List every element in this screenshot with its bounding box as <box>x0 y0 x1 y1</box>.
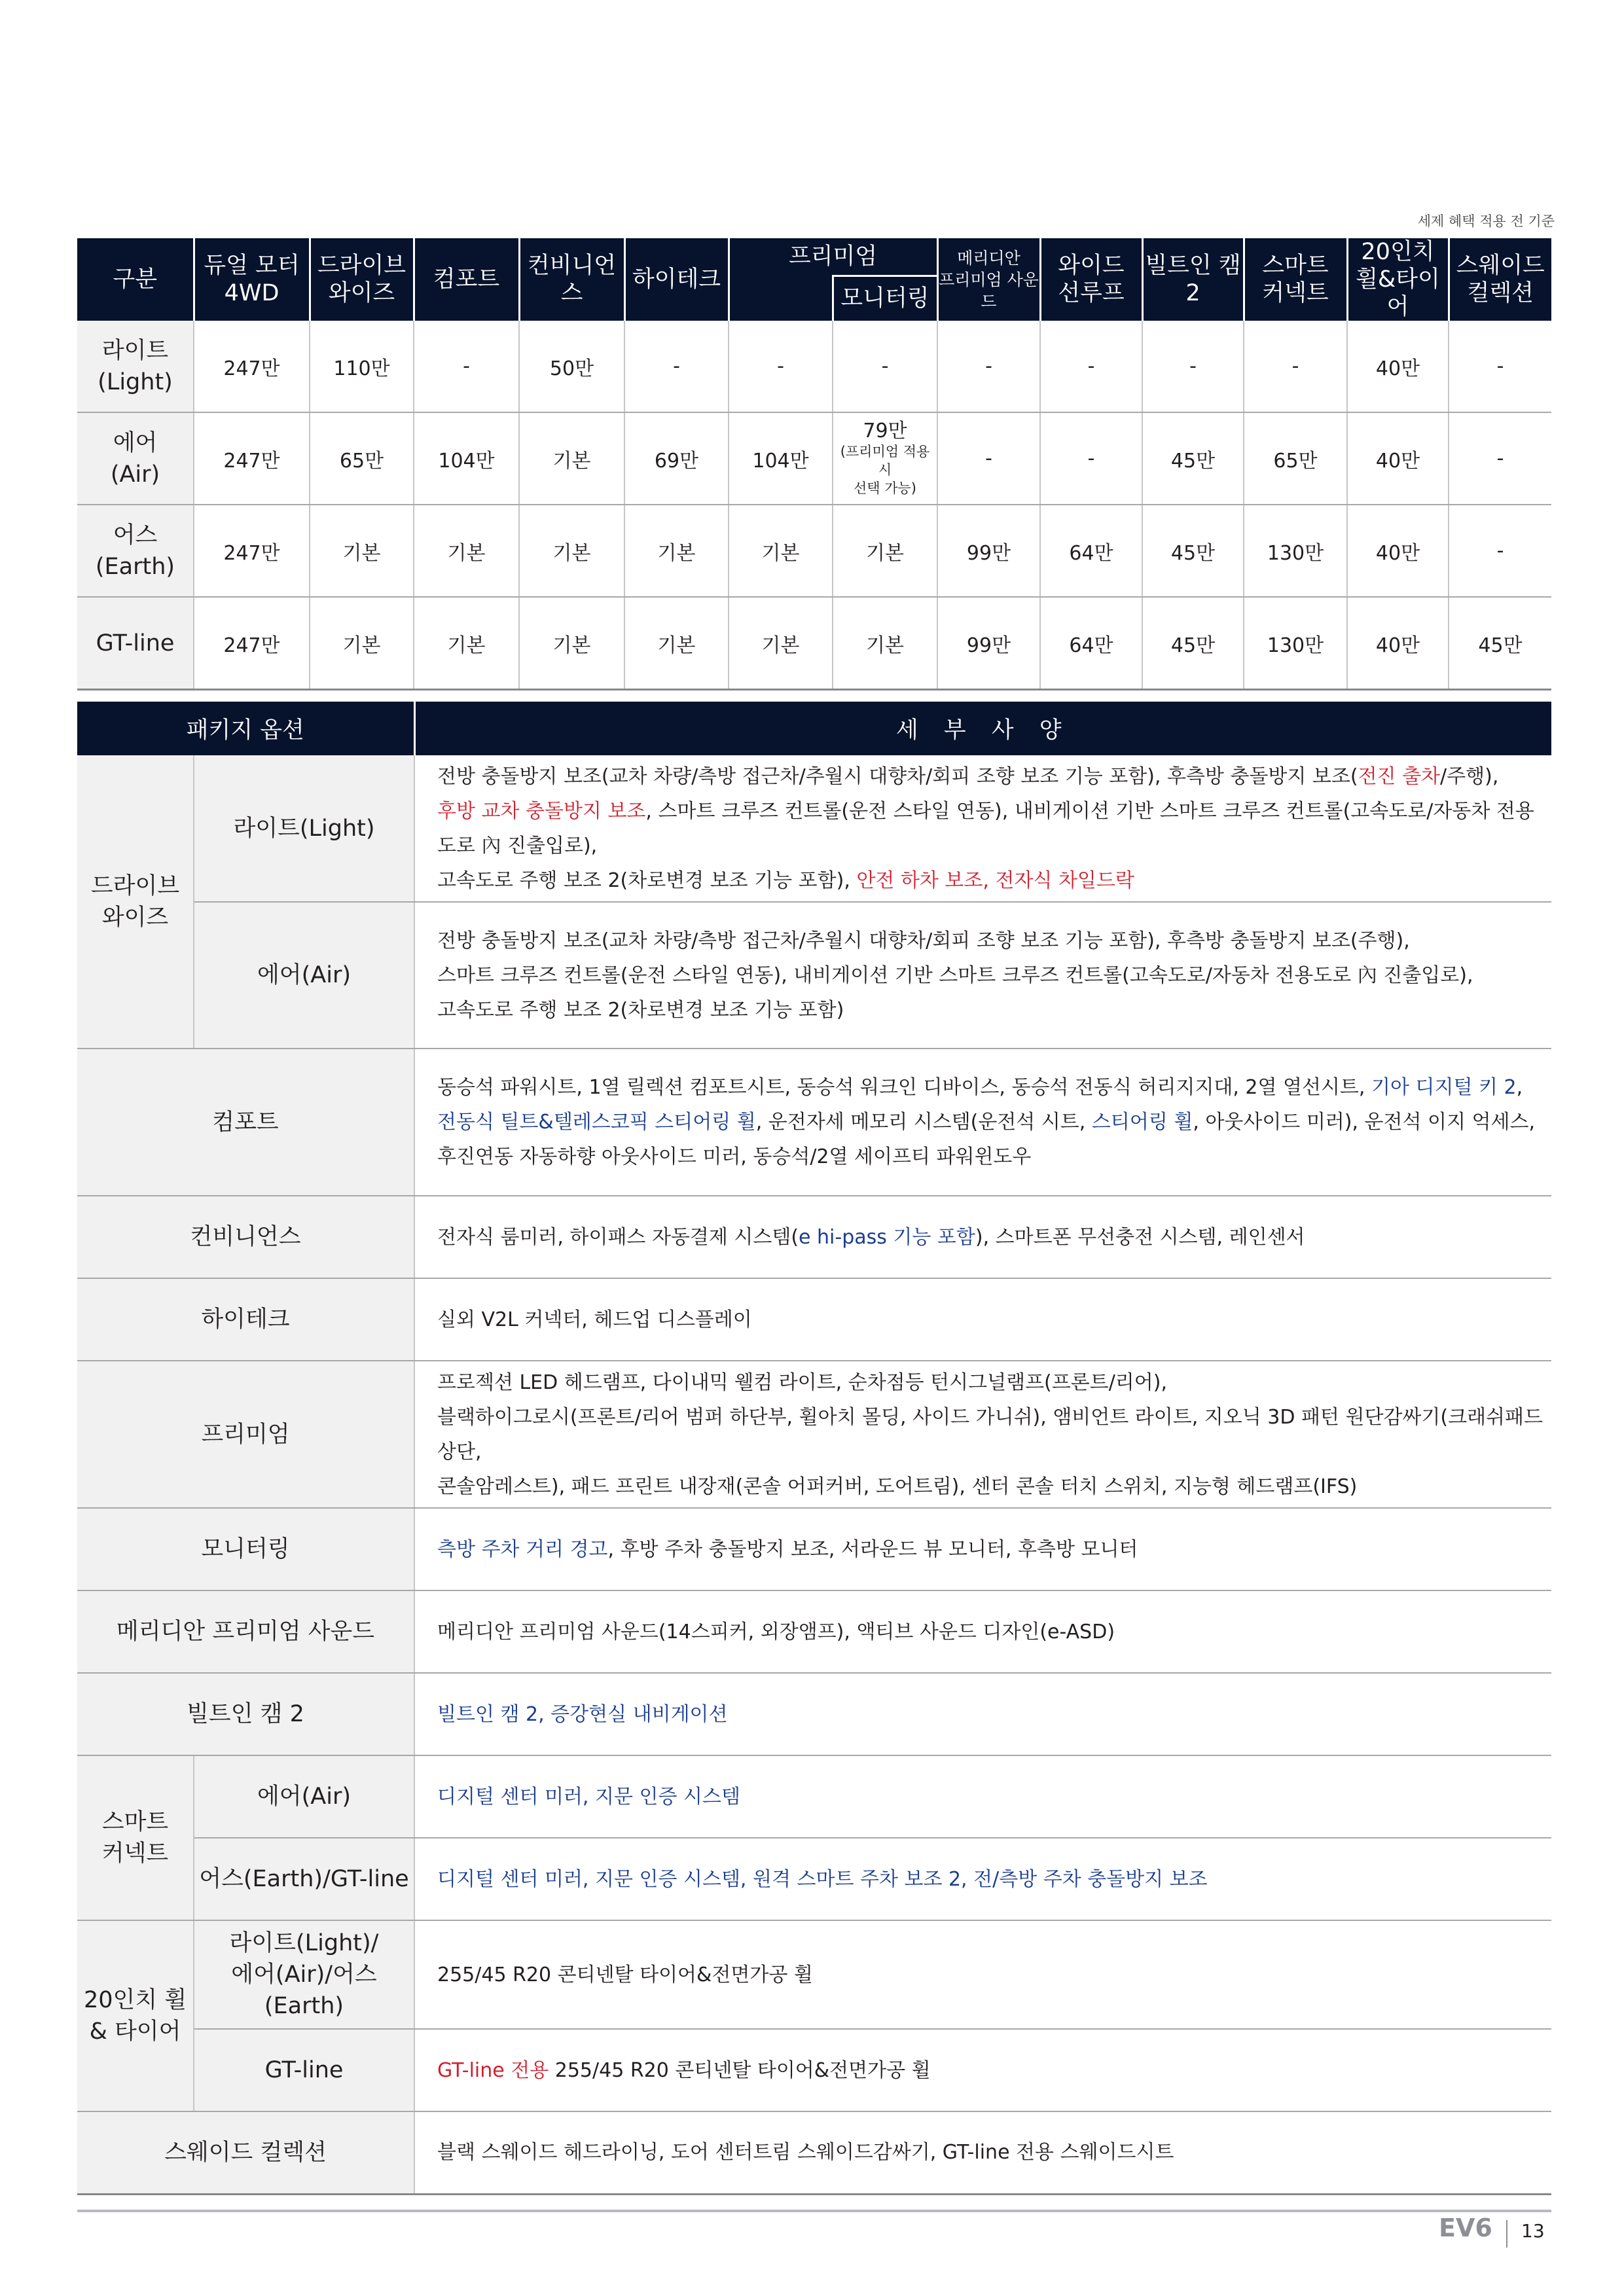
trim-label: 어스(Earth)/GT-line <box>194 1838 414 1920</box>
price-cell: - <box>832 321 937 412</box>
price-cell: 110만 <box>310 321 414 412</box>
table-row <box>77 1361 1551 1508</box>
category-meridian: 메리디안 프리미엄 사운드 <box>77 1590 414 1673</box>
price-cell: 기본 <box>624 597 729 690</box>
price-cell: 기본 <box>519 412 624 505</box>
price-cell: 기본 <box>761 634 800 657</box>
header-dual-motor: 듀얼 모터 4WD <box>194 238 310 321</box>
table-row <box>77 1673 1551 1755</box>
price-cell: 기본 <box>832 598 937 689</box>
model-name: EV6 <box>1439 2214 1492 2242</box>
price-cell: 104만 <box>752 449 809 473</box>
price-cell: 40만 <box>1347 505 1449 597</box>
price-cell: 99만 <box>937 597 1040 690</box>
package-detail-table <box>77 702 1551 2195</box>
table-row <box>77 2029 1551 2111</box>
price-cell: - <box>937 412 1040 505</box>
price-cell: - <box>937 321 1040 412</box>
category-drive-wise: 드라이브 와이즈 <box>77 755 194 1049</box>
table-row <box>77 755 1551 902</box>
header-details: 세 부 사 양 <box>414 702 1551 755</box>
price-cell: 247만 <box>194 597 310 690</box>
footer-divider <box>1506 2220 1507 2248</box>
footer-rule <box>77 2210 1551 2212</box>
category-hitech: 하이테크 <box>77 1278 414 1361</box>
spec-description: 블랙 스웨이드 헤드라이닝, 도어 센터트림 스웨이드감싸기, GT-line 전용 스웨이드시트 <box>414 2111 1551 2194</box>
price-cell: 65만 <box>310 412 414 505</box>
page-number: 13 <box>1521 2220 1545 2242</box>
price-cell: 40만 <box>1347 321 1449 412</box>
table-row <box>77 1508 1551 1590</box>
category-builtin-cam: 빌트인 캠 2 <box>77 1673 414 1755</box>
header-package-option: 패키지 옵션 <box>77 702 414 755</box>
price-cell: - <box>1040 412 1142 505</box>
table-row <box>77 505 1551 597</box>
table-row <box>77 321 1551 412</box>
price-cell: - <box>1449 321 1551 412</box>
trim-label: GT-line <box>194 2029 414 2111</box>
category-20inch-wheel: 20인치 휠 & 타이어 <box>77 1920 194 2111</box>
tax-basis-note: 세제 혜택 적용 전 기준 <box>1417 213 1555 229</box>
price-cell: 40만 <box>1347 412 1449 505</box>
price-cell: 247만 <box>194 505 310 597</box>
price-cell: 247만 <box>194 412 310 505</box>
spec-description: 메리디안 프리미엄 사운드(14스피커, 외장앰프), 액티브 사운드 디자인(e-ASD) <box>414 1590 1551 1673</box>
category-premium: 프리미엄 <box>77 1361 414 1508</box>
price-cell: 기본 <box>832 505 937 596</box>
header-convenience: 컨비니언스 <box>519 238 624 321</box>
trim-label: 라이트(Light)/ 에어(Air)/어스(Earth) <box>194 1920 414 2029</box>
trim-label: 라이트(Light) <box>194 755 414 902</box>
table-row <box>77 1920 1551 2029</box>
price-cell: - <box>777 355 784 378</box>
price-cell: 기본 <box>761 541 800 565</box>
header-20inch-wheel: 20인치 휠&타이어 <box>1347 238 1449 321</box>
price-cell: 45만 <box>1142 597 1244 690</box>
price-cell: 130만 <box>1244 505 1347 597</box>
price-cell: 기본 <box>624 505 729 597</box>
price-cell: 50만 <box>519 321 624 412</box>
header-builtin-cam: 빌트인 캠 2 <box>1142 238 1244 321</box>
header-premium: 프리미엄 <box>729 238 937 276</box>
category-convenience: 컨비니언스 <box>77 1196 414 1278</box>
header-hitech: 하이테크 <box>624 238 729 321</box>
spec-description: 측방 주차 거리 경고, 후방 주차 충돌방지 보조, 서라운드 뷰 모니터, 후측방 모니터 <box>414 1508 1551 1590</box>
header-comfort: 컴포트 <box>414 238 519 321</box>
spec-description: 디지털 센터 미러, 지문 인증 시스템, 원격 스마트 주차 보조 2, 전/측방 주차 충돌방지 보조 <box>414 1838 1551 1920</box>
premium-monitoring-cells <box>729 597 937 690</box>
price-cell: 69만 <box>624 412 729 505</box>
trim-label: GT-line <box>77 597 194 690</box>
header-gubun: 구분 <box>77 238 194 321</box>
price-cell: 45만 <box>1142 412 1244 505</box>
table-row <box>77 1049 1551 1196</box>
spec-description: 디지털 센터 미러, 지문 인증 시스템 <box>414 1755 1551 1838</box>
price-cell: 기본 <box>519 505 624 597</box>
spec-description: 프로젝션 LED 헤드램프, 다이내믹 웰컴 라이트, 순차점등 턴시그널램프(프론트/리어), 블랙하이그로시(프론트/리어 범퍼 하단부, 휠아치 몰딩, 사이드 가니쉬), 앰비언트 라이트, 지오닉 3D 패턴 원단감싸기(크래쉬패드 상단, 콘솔암레스트), 패드 프린트 내장재(콘솔 어퍼커버, 도어트림), 센터 콘솔 터치 스위치, 지능형 헤드램프(IFS) <box>414 1361 1551 1508</box>
price-cell: - <box>1040 321 1142 412</box>
spec-description: 실외 V2L 커넥터, 헤드업 디스플레이 <box>414 1278 1551 1361</box>
price-cell: 99만 <box>937 505 1040 597</box>
price-cell: 247만 <box>194 321 310 412</box>
header-smart-connect: 스마트 커넥트 <box>1244 238 1347 321</box>
spec-description: 255/45 R20 콘티넨탈 타이어&전면가공 휠 <box>414 1920 1551 2029</box>
price-cell: - <box>624 321 729 412</box>
header-drive-wise: 드라이브 와이즈 <box>310 238 414 321</box>
price-cell: 104만 <box>414 412 519 505</box>
price-cell: 기본 <box>310 505 414 597</box>
spec-description: 빌트인 캠 2, 증강현실 내비게이션 <box>414 1673 1551 1755</box>
spec-description: GT-line 전용 255/45 R20 콘티넨탈 타이어&전면가공 휠 <box>414 2029 1551 2111</box>
price-cell: - <box>1449 505 1551 597</box>
price-cell: 40만 <box>1347 597 1449 690</box>
trim-label: 에어(Air) <box>194 902 414 1049</box>
trim-label: 라이트 (Light) <box>77 321 194 412</box>
price-cell: - <box>1449 412 1551 505</box>
table-row <box>77 1838 1551 1920</box>
monitoring-note: (프리미엄 적용 시 <box>840 443 930 478</box>
header-monitoring: 모니터링 <box>833 276 937 321</box>
price-cell: - <box>1244 321 1347 412</box>
spec-description: 전방 충돌방지 보조(교차 차량/측방 접근차/추월시 대향차/회피 조향 보조 기능 포함), 후측방 충돌방지 보조(전진 출차/주행), 후방 교차 충돌방지 보조, 스마트 크루즈 컨트롤(운전 스타일 연동), 내비게이션 기반 스마트 크루즈 컨트롤(고속도로/자동차 전용도로 內 진출입로), 고속도로 주행 보조 2(차로변경 보조 기능 포함), 안전 하차 보조, 전자식 차일드락 <box>414 755 1551 902</box>
category-suede-collection: 스웨이드 컬렉션 <box>77 2111 414 2194</box>
table-row <box>77 1196 1551 1278</box>
price-cell: 기본 <box>310 597 414 690</box>
trim-label: 에어(Air) <box>194 1755 414 1838</box>
table-row <box>77 412 1551 505</box>
header-meridian: 메리디안 프리미엄 사운드 <box>937 238 1040 321</box>
premium-monitoring-cells <box>729 505 937 597</box>
category-smart-connect: 스마트 커넥트 <box>77 1755 194 1920</box>
price-cell: 65만 <box>1244 412 1347 505</box>
option-price-table <box>77 238 1551 691</box>
monitoring-note: 선택 가능) <box>853 480 916 496</box>
trim-label: 에어 (Air) <box>77 412 194 505</box>
table-row <box>77 2111 1551 2194</box>
spec-description: 전방 충돌방지 보조(교차 차량/측방 접근차/추월시 대향차/회피 조향 보조 기능 포함), 후측방 충돌방지 보조(주행), 스마트 크루즈 컨트롤(운전 스타일 연동), 내비게이션 기반 스마트 크루즈 컨트롤(고속도로/자동차 전용도로 內 진출입로), 고속도로 주행 보조 2(차로변경 보조 기능 포함) <box>414 902 1551 1049</box>
price-cell: 45만 <box>1142 505 1244 597</box>
table-row <box>77 902 1551 1049</box>
category-monitoring: 모니터링 <box>77 1508 414 1590</box>
price-value: 79만 <box>863 419 907 442</box>
price-cell: - <box>1142 321 1244 412</box>
header-suede-collection: 스웨이드 컬렉션 <box>1449 238 1551 321</box>
price-cell: 기본 <box>414 597 519 690</box>
table-row <box>77 597 1551 690</box>
price-cell: 기본 <box>519 597 624 690</box>
premium-monitoring-cells <box>729 412 937 505</box>
premium-monitoring-cells <box>729 321 937 412</box>
spec-description: 동승석 파워시트, 1열 릴렉션 컴포트시트, 동승석 워크인 디바이스, 동승석 전동식 허리지지대, 2열 열선시트, 기아 디지털 키 2, 전동식 틸트&텔레스코픽 스티어링 휠, 운전자세 메모리 시스템(운전석 시트, 스티어링 휠, 아웃사이드 미러), 운전석 이지 억세스, 후진연동 자동하향 아웃사이드 미러, 동승석/2열 세이프티 파워윈도우 <box>414 1049 1551 1196</box>
table-row <box>77 1278 1551 1361</box>
price-cell: - <box>414 321 519 412</box>
price-cell: 기본 <box>414 505 519 597</box>
category-comfort: 컴포트 <box>77 1049 414 1196</box>
price-cell: 64만 <box>1040 505 1142 597</box>
trim-label: 어스 (Earth) <box>77 505 194 597</box>
table-row <box>77 1755 1551 1838</box>
price-cell: 45만 <box>1449 597 1551 690</box>
monitoring-cell <box>832 413 937 504</box>
price-cell: 130만 <box>1244 597 1347 690</box>
spec-description: 전자식 룸미러, 하이패스 자동결제 시스템(e hi-pass 기능 포함), 스마트폰 무선충전 시스템, 레인센서 <box>414 1196 1551 1278</box>
table-row <box>77 1590 1551 1673</box>
header-wide-sunroof: 와이드 선루프 <box>1040 238 1142 321</box>
price-cell: 64만 <box>1040 597 1142 690</box>
